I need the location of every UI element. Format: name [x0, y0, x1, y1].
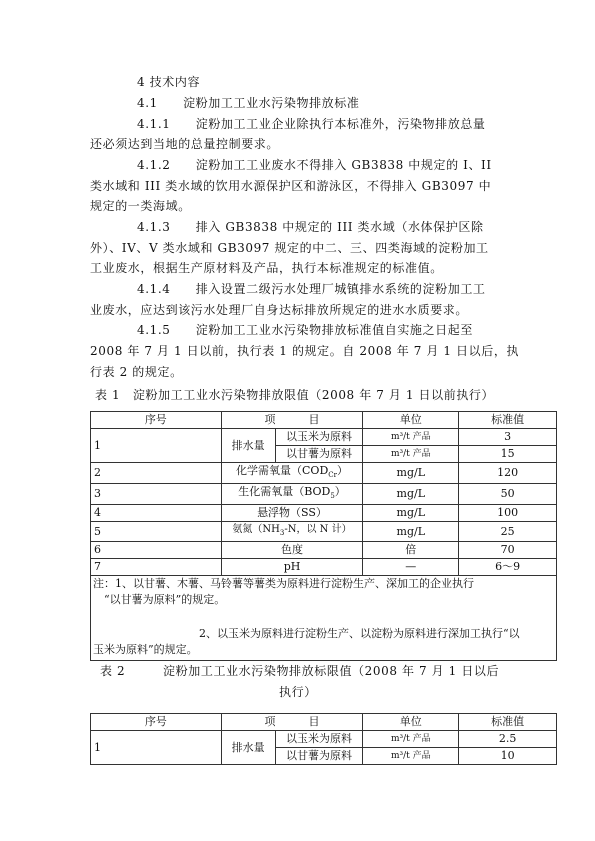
- row-unit: mg/L: [363, 484, 459, 505]
- paragraph-line: 4.1.5 淀粉加工工业水污染物排放标准值自实施之日起至: [137, 323, 473, 337]
- header-value: 标准值: [459, 714, 557, 731]
- table-header-row: [91, 714, 557, 731]
- header-item: 项 目: [221, 412, 363, 429]
- paragraph-line: 外）、IV、V 类水域和 GB3097 规定的中二、三、四类海域的淀粉加工: [90, 241, 489, 255]
- row-value: 25: [459, 522, 557, 542]
- header-value: 标准值: [459, 412, 557, 429]
- header-unit: 单位: [363, 412, 459, 429]
- table2-caption-cont: 执行）: [279, 685, 317, 699]
- row-no: 7: [91, 559, 222, 576]
- paragraph-line: 行表 2 的规定。: [90, 365, 183, 379]
- table2-caption: 表 2 淀粉加工工业水污染物排放标限值（2008 年 7 月 1 日以后: [100, 664, 500, 678]
- row-value: 100: [459, 505, 557, 522]
- paragraph-line: 2008 年 7 月 1 日以前，执行表 1 的规定。自 2008 年 7 月 1 日以后，执: [90, 344, 520, 358]
- row-item: 化学需氧量$(COD_{Cr})$: [221, 463, 363, 484]
- emission-limits-table-2: [90, 713, 557, 765]
- table-note: [91, 576, 557, 661]
- table-note-row: [91, 576, 557, 661]
- row-unit: —: [363, 559, 459, 576]
- row-item: 生化需氧量$(BOD_5)$: [221, 484, 363, 505]
- paragraph-line: 业废水，应达到该污水处理厂自身达标排放所规定的进水水质要求。: [90, 303, 469, 317]
- row-unit: m³/t 产品: [363, 748, 459, 765]
- note-line: 注：1、以甘薯、木薯、马铃薯等薯类为原料进行淀粉生产、深加工的企业执行: [93, 577, 474, 591]
- table-row: [91, 429, 557, 446]
- row-unit: m³/t 产品: [363, 429, 459, 446]
- table-row: [91, 505, 557, 522]
- table-row: [91, 522, 557, 542]
- row-value: 10: [459, 748, 557, 765]
- note-line: 2、以玉米为原料进行淀粉生产、以淀粉为原料进行深加工执行“以: [199, 627, 520, 641]
- row-no: 4: [91, 505, 222, 522]
- table1-caption: 表 1 淀粉加工工业水污染物排放限值（2008 年 7 月 1 日以前执行）: [95, 388, 495, 402]
- header-unit: 单位: [363, 714, 459, 731]
- row-subitem: 以玉米为原料: [275, 731, 363, 748]
- row-item: 氨氮（$NH_3-N$，以 N 计）: [221, 522, 363, 542]
- row-item: 色度: [221, 542, 363, 559]
- row-unit: m³/t 产品: [363, 731, 459, 748]
- row-no: 1: [91, 429, 222, 463]
- table-row: [91, 484, 557, 505]
- row-subitem: 以玉米为原料: [275, 429, 363, 446]
- table-row: [91, 542, 557, 559]
- note-line: “以甘薯为原料”的规定。: [93, 593, 226, 607]
- row-item: 悬浮物（SS）: [221, 505, 363, 522]
- row-item: 排水量: [221, 731, 275, 765]
- row-no: 2: [91, 463, 222, 484]
- row-item: 排水量: [221, 429, 275, 463]
- row-value: 70: [459, 542, 557, 559]
- row-item: pH: [221, 559, 363, 576]
- row-value: 3: [459, 429, 557, 446]
- row-value: 50: [459, 484, 557, 505]
- paragraph-line: 4.1.4 排入设置二级污水处理厂城镇排水系统的淀粉加工工: [137, 282, 486, 296]
- table-row: [91, 559, 557, 576]
- header-item: 项 目: [221, 714, 363, 731]
- paragraph-line: 4.1.1 淀粉加工工业企业除执行本标准外，污染物排放总量: [137, 117, 486, 131]
- paragraph-line: 4.1.3 排入 GB3838 中规定的 III 类水域（水体保护区除: [137, 220, 484, 234]
- row-unit: m³/t 产品: [363, 446, 459, 463]
- row-subitem: 以甘薯为原料: [275, 446, 363, 463]
- paragraph-line: 4.1.2 淀粉加工工业废水不得排入 GB3838 中规定的 I、II: [137, 158, 492, 172]
- header-no: 序号: [91, 714, 222, 731]
- header-no: 序号: [91, 412, 222, 429]
- row-value: 120: [459, 463, 557, 484]
- row-no: 1: [91, 731, 222, 765]
- paragraph-line: 规定的一类海域。: [90, 199, 191, 213]
- row-unit: mg/L: [363, 463, 459, 484]
- row-no: 6: [91, 542, 222, 559]
- emission-limits-table-1: [90, 411, 557, 661]
- paragraph-line: 类水域和 III 类水域的饮用水源保护区和游泳区，不得排入 GB3097 中: [90, 179, 492, 193]
- section-heading: 4 技术内容: [137, 75, 201, 89]
- row-unit: mg/L: [363, 505, 459, 522]
- row-value: 6～9: [459, 559, 557, 576]
- row-no: 3: [91, 484, 222, 505]
- table-row: [91, 463, 557, 484]
- row-unit: 倍: [363, 542, 459, 559]
- paragraph-line: 还必须达到当地的总量控制要求。: [90, 137, 280, 151]
- row-subitem: 以甘薯为原料: [275, 748, 363, 765]
- note-line: 玉米为原料”的规定。: [93, 643, 198, 657]
- table-header-row: [91, 412, 557, 429]
- row-value: 15: [459, 446, 557, 463]
- table-row: [91, 731, 557, 748]
- row-no: 5: [91, 522, 222, 542]
- sub-heading: 4.1 淀粉加工工业水污染物排放标准: [137, 96, 360, 110]
- row-unit: mg/L: [363, 522, 459, 542]
- row-value: 2.5: [459, 731, 557, 748]
- paragraph-line: 工业废水，根据生产原材料及产品，执行本标准规定的标准值。: [90, 261, 443, 275]
